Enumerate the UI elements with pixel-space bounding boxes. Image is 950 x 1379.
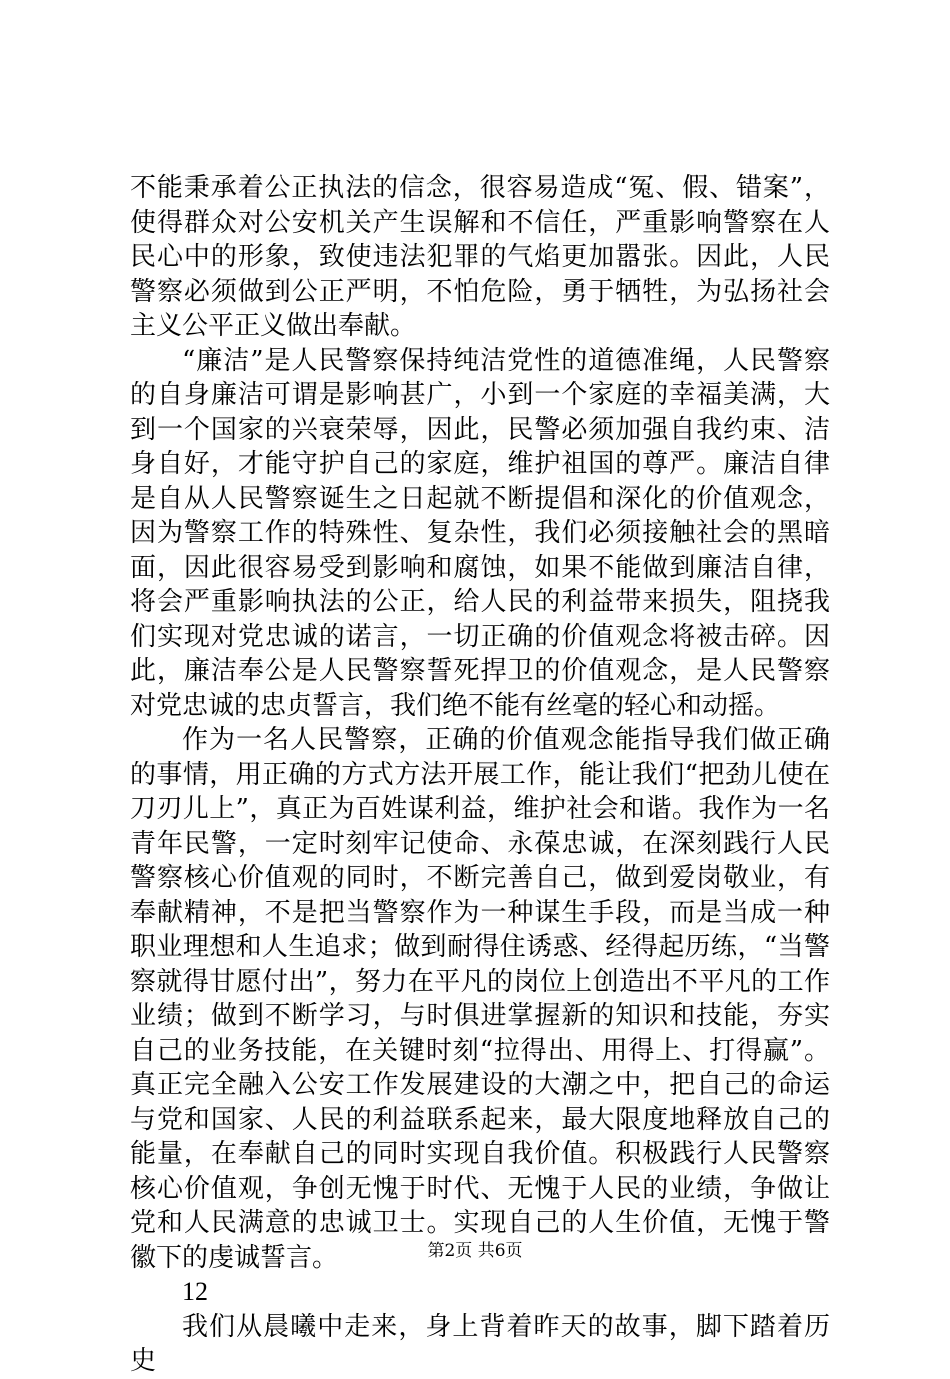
paragraph-dawn: 我们从晨曦中走来，身上背着昨天的故事，脚下踏着历史 <box>130 1311 830 1376</box>
page-footer: 第2页 共6页 <box>427 1241 523 1261</box>
paragraph-fairness: 不能秉承着公正执法的信念，很容易造成“冤、假、错案”，使得群众对公安机关产生误解和不信任，严重影响警察在人民心中的形象，致使违法犯罪的气焰更加嚣张。因此，人民警察必须做到公正严明，不怕危险，勇于牺牲，为弘扬社会主义公平正义做出奉献。 <box>130 173 830 341</box>
paragraph-integrity: “廉洁”是人民警察保持纯洁党性的道德准绳，人民警察的自身廉洁可谓是影响甚广，小到一个家庭的幸福美满，大到一个国家的兴衰荣辱，因此，民警必须加强自我约束、洁身自好，才能守护自己的家庭，维护祖国的尊严。廉洁自律是自从人民警察诞生之日起就不断提倡和深化的价值观念，因为警察工作的特殊性、复杂性，我们必须接触社会的黑暗面，因此很容易受到影响和腐蚀，如果不能做到廉洁自律，将会严重影响执法的公正，给人民的利益带来损失，阻挠我们实现对党忠诚的诺言，一切正确的价值观念将被击碎。因此，廉洁奉公是人民警察誓死捍卫的价值观念，是人民警察对党忠诚的忠贞誓言，我们绝不能有丝毫的轻心和动摇。 <box>130 345 830 721</box>
paragraph-values: 作为一名人民警察，正确的价值观念能指导我们做正确的事情，用正确的方式方法开展工作，能让我们“把劲儿使在刀刃儿上”，真正为百姓谋利益，维护社会和谐。我作为一名青年民警，一定时刻牢记使命、永葆忠诚，在深刻践行人民警察核心价值观的同时，不断完善自己，做到爱岗敬业，有奉献精神，不是把当警察作为一种谋生手段，而是当成一种职业理想和人生追求；做到耐得住诱惑、经得起历练，“当警察就得甘愿付出”，努力在平凡的岗位上创造出不平凡的工作业绩；做到不断学习，与时俱进掌握新的知识和技能，夯实自己的业务技能，在关键时刻“拉得出、用得上、打得赢”。真正完全融入公安工作发展建设的大潮之中，把自己的命运与党和国家、人民的利益联系起来，最大限度地释放自己的能量，在奉献自己的同时实现自我价值。积极践行人民警察核心价值观，争创无愧于时代、无愧于人民的业绩，争做让党和人民满意的忠诚卫士。实现自己的人生价值，无愧于警徽下的虔诚誓言。 <box>130 725 830 1273</box>
section-number: 12 <box>182 1277 208 1306</box>
document-body <box>130 171 830 1379</box>
